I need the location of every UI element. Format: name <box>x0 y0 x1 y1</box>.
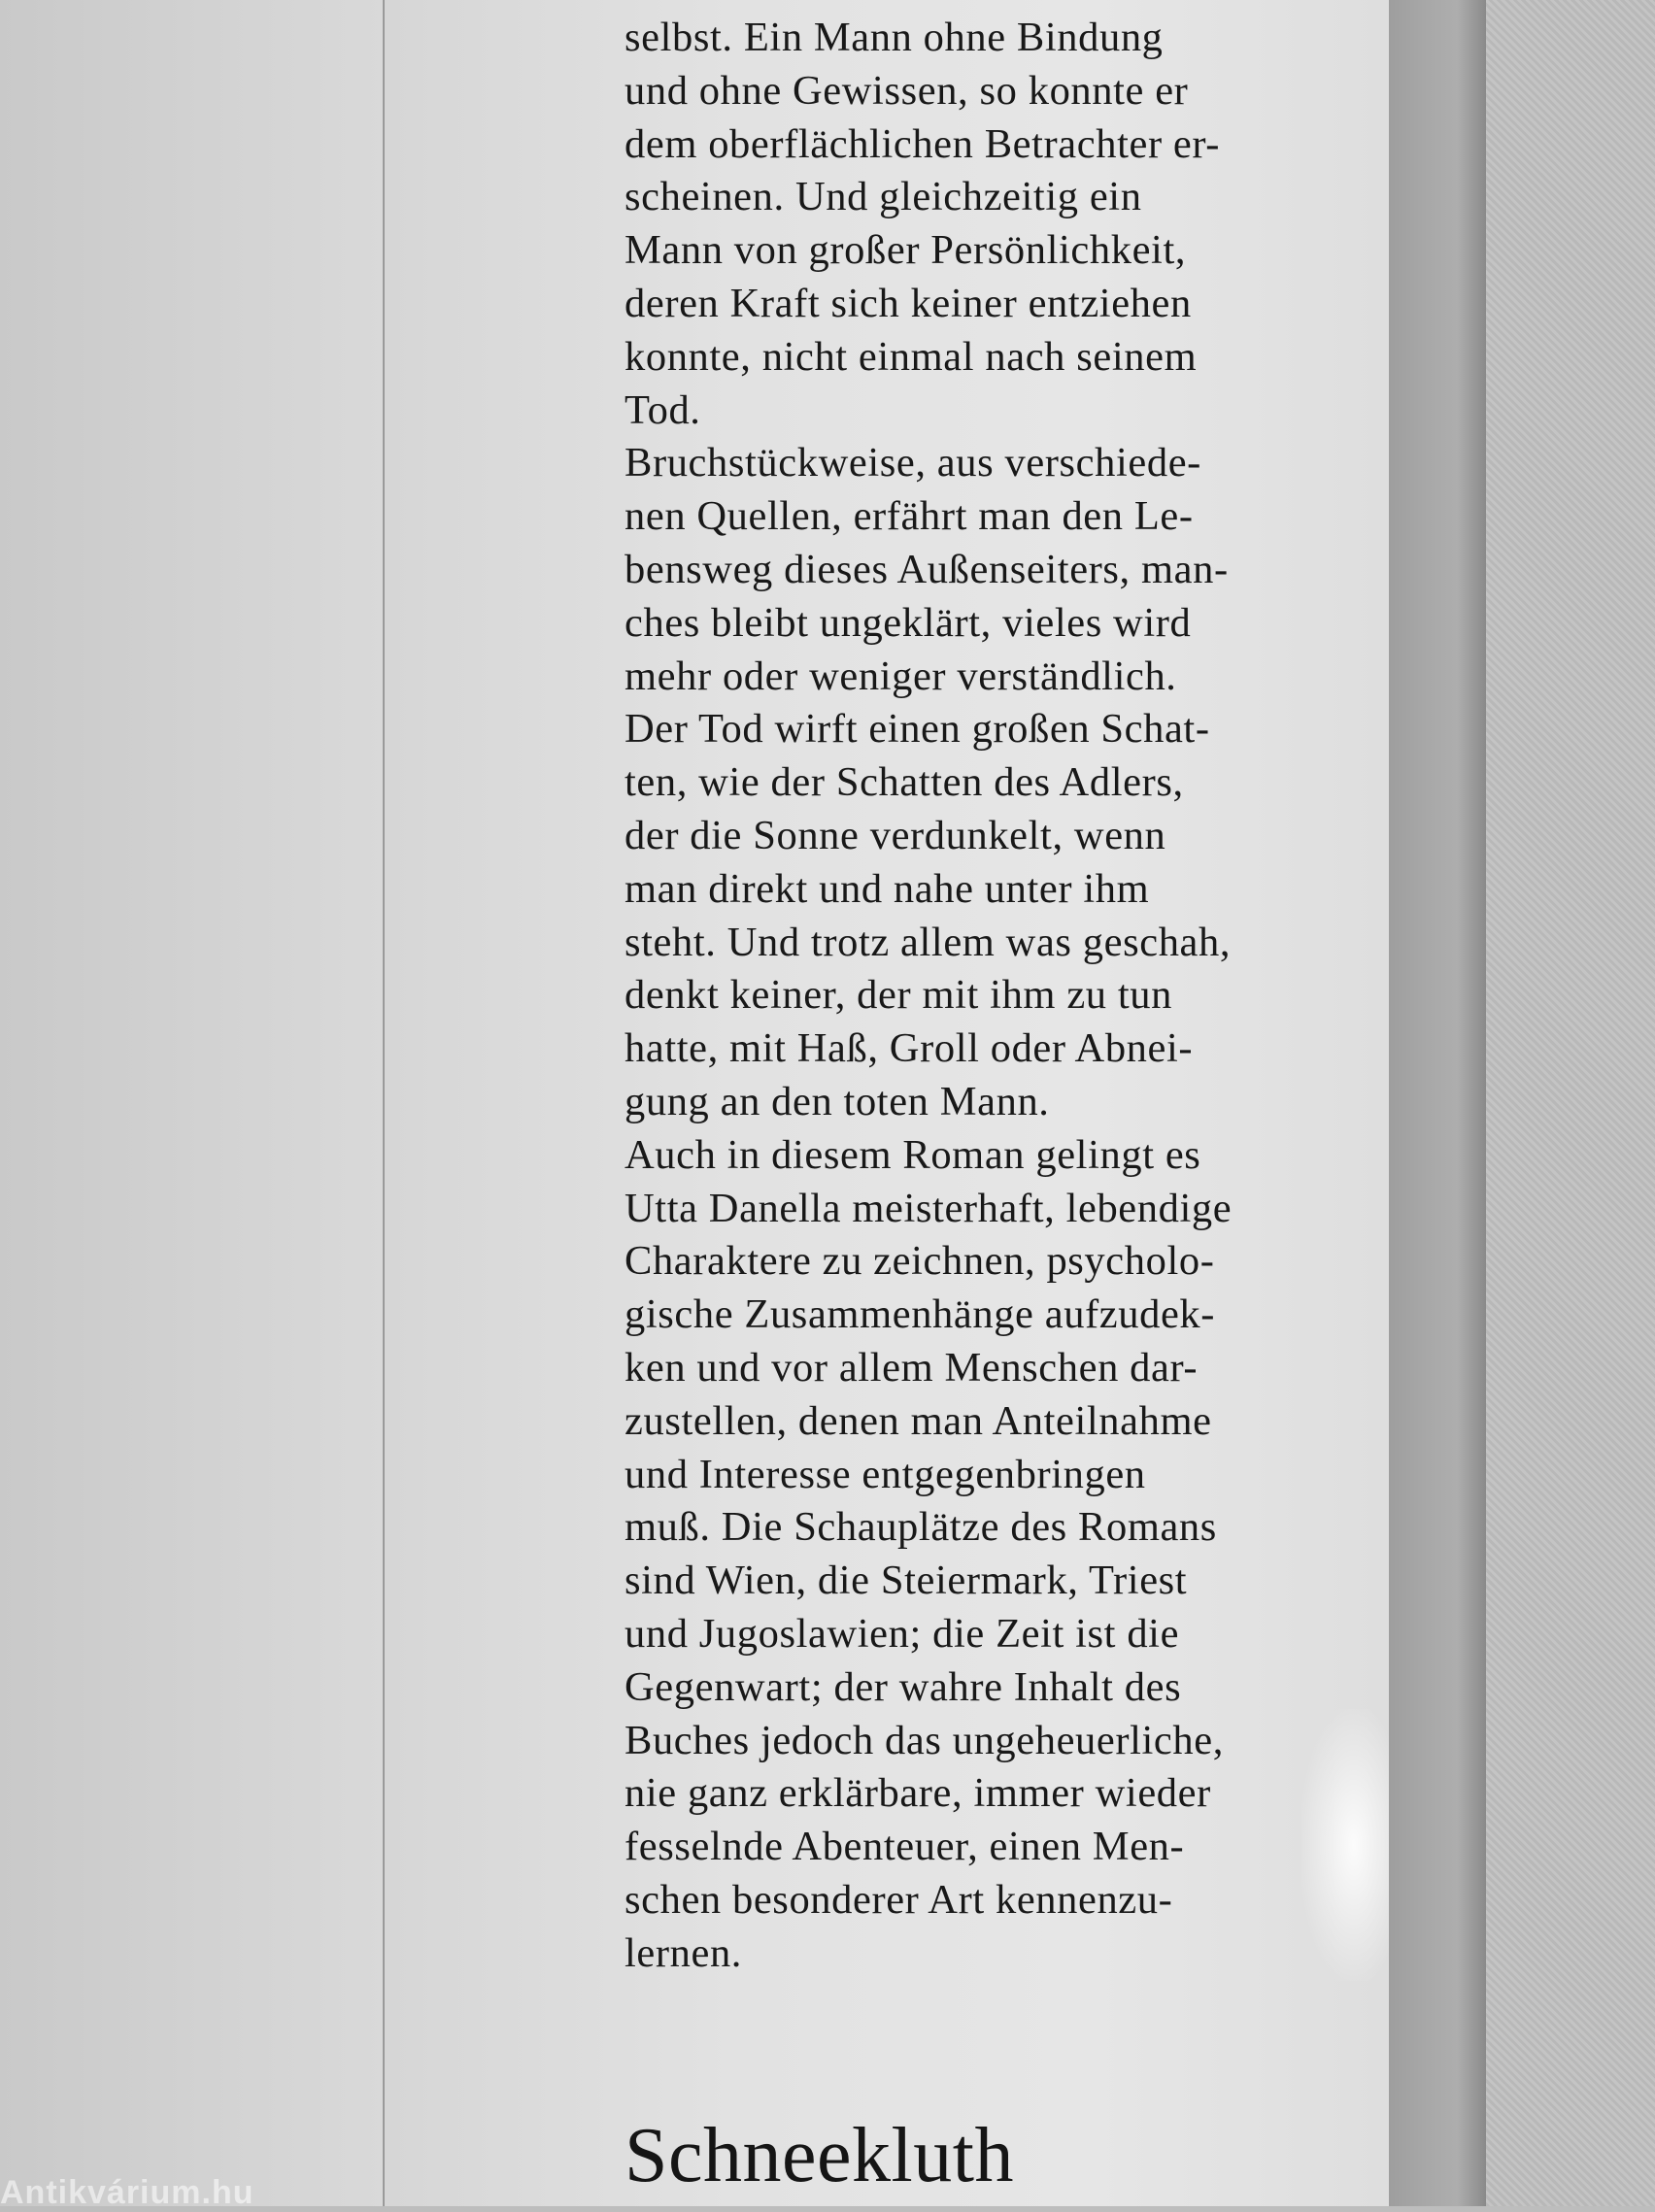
text-line: zustellen, denen man Anteilnahme <box>625 1397 1212 1444</box>
text-line: ken und vor allem Menschen dar- <box>625 1344 1199 1391</box>
text-line: Charaktere zu zeichnen, psycholo- <box>625 1238 1215 1285</box>
text-line: deren Kraft sich keiner entziehen <box>625 280 1192 326</box>
text-line: ten, wie der Schatten des Adlers, <box>625 759 1184 806</box>
text-line: Mann von großer Persönlichkeit, <box>625 227 1187 274</box>
jacket-blurb-text <box>625 12 1363 1980</box>
text-line: ches bleibt ungeklärt, vieles wird <box>625 599 1192 646</box>
text-line: bensweg dieses Außenseiters, man- <box>625 546 1229 592</box>
text-line: konnte, nicht einmal nach seinem <box>625 333 1198 380</box>
text-line: Utta Danella meisterhaft, lebendige <box>625 1185 1233 1231</box>
text-line: und Jugoslawien; die Zeit ist die <box>625 1610 1180 1657</box>
text-line: fesselnde Abenteuer, einen Men- <box>625 1824 1185 1870</box>
book-cover-shadow <box>1457 0 1486 2206</box>
left-page-surface <box>0 0 384 2206</box>
text-line: muß. Die Schauplätze des Romans <box>625 1504 1217 1551</box>
text-line: lernen. <box>625 1929 743 1976</box>
text-line: mehr oder weniger verständlich. <box>625 653 1177 699</box>
watermark-text: Antikvárium.hu <box>0 2174 254 2211</box>
text-line: und ohne Gewissen, so konnte er <box>625 67 1189 114</box>
text-line: nie ganz erklärbare, immer wieder <box>625 1770 1211 1817</box>
text-line: schen besonderer Art kennenzu- <box>625 1876 1173 1923</box>
text-line: dem oberflächlichen Betrachter er- <box>625 120 1221 167</box>
text-line: sind Wien, die Steiermark, Triest <box>625 1558 1188 1604</box>
text-line: Buches jedoch das ungeheuerliche, <box>625 1717 1224 1763</box>
text-line: der die Sonne verdunkelt, wenn <box>625 812 1166 858</box>
text-line: hatte, mit Haß, Groll oder Abnei- <box>625 1025 1194 1072</box>
publisher-name: Schneekluth <box>625 2113 1014 2198</box>
text-line: man direkt und nahe unter ihm <box>625 865 1150 912</box>
text-line: Bruchstückweise, aus verschiede- <box>625 440 1201 486</box>
text-line: gung an den toten Mann. <box>625 1078 1050 1124</box>
text-line: Der Tod wirft einen großen Schat- <box>625 706 1210 753</box>
text-line: Gegenwart; der wahre Inhalt des <box>625 1663 1182 1710</box>
text-line: scheinen. Und gleichzeitig ein <box>625 174 1142 220</box>
text-line: steht. Und trotz allem was geschah, <box>625 919 1232 965</box>
text-line: Tod. <box>625 386 701 433</box>
background-surface <box>1486 0 1655 2206</box>
text-line: gische Zusammenhänge aufzudek- <box>625 1291 1216 1338</box>
text-line: denkt keiner, der mit ihm zu tun <box>625 972 1172 1019</box>
text-line: selbst. Ein Mann ohne Bindung <box>625 15 1164 60</box>
text-line: nen Quellen, erfährt man den Le- <box>625 493 1194 540</box>
text-line: und Interesse entgegenbringen <box>625 1451 1146 1497</box>
text-line: Auch in diesem Roman gelingt es <box>625 1131 1201 1178</box>
